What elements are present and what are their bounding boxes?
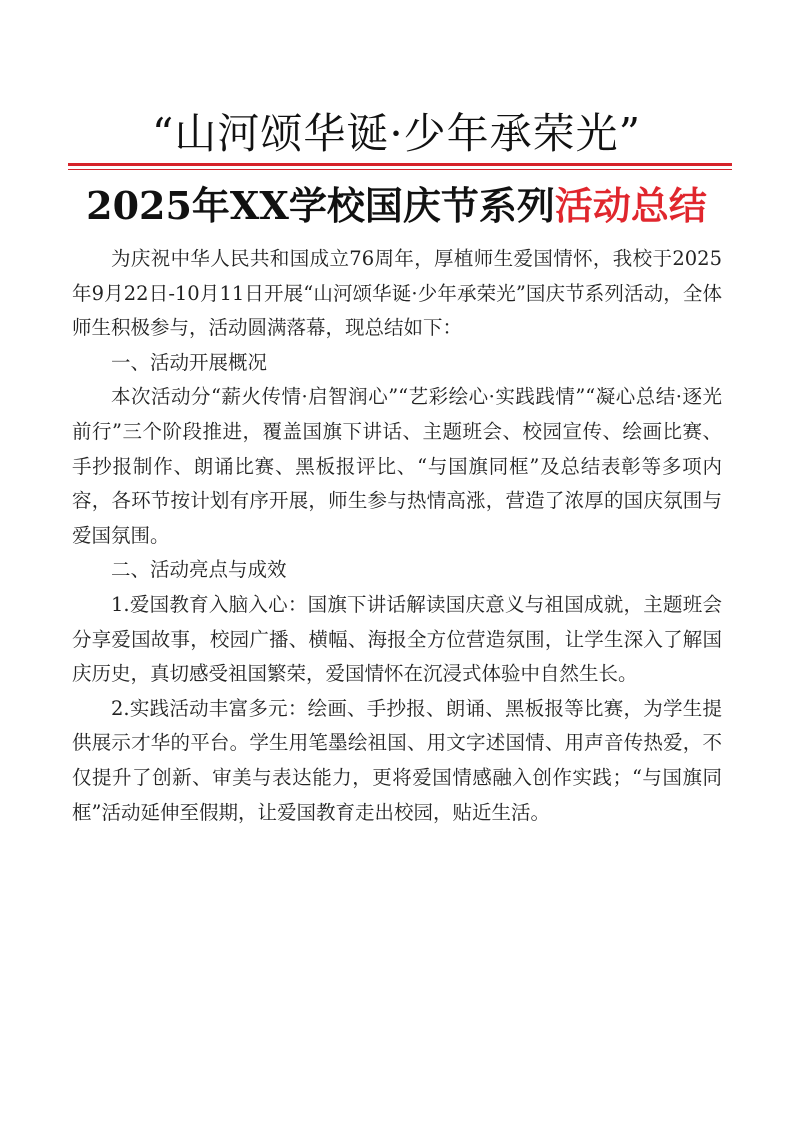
main-title: “山河颂华诞·少年承荣光” — [151, 109, 642, 158]
overview-paragraph: 本次活动分“薪火传情·启智润心”“艺彩绘心·实践践情”“凝心总结·逐光前行”三个阶段推进，覆盖国旗下讲话、主题班会、校园宣传、绘画比赛、手抄报制作、朗诵比赛、黑板报评比、“与国旗同框”及总结表彰等多项内容，各环节按计划有序开展，师生参与热情高涨，营造了浓厚的国庆氛围与爱国氛围。 — [72, 385, 722, 547]
highlight-point-2: 2.实践活动丰富多元：绘画、手抄报、朗诵、黑板报等比赛，为学生提供展示才华的平台。学生用笔墨绘祖国、用文字述国情、用声音传热爱，不仅提升了创新、审美与表达能力，更将爱国情感融入创作实践；“与国旗同框”活动延伸至假期，让爱国教育走出校园，贴近生活。 — [72, 696, 722, 824]
section-heading-highlights: 二、活动亮点与成效 — [111, 558, 287, 582]
title-divider-thin — [68, 169, 732, 170]
intro-paragraph: 为庆祝中华人民共和国成立76周年，厚植师生爱国情怀，我校于2025年9月22日-10月11日开展“山河颂华诞·少年承荣光”国庆节系列活动，全体师生积极参与，活动圆满落幕，现总结如下： — [72, 247, 722, 340]
subtitle — [0, 178, 793, 234]
document-body — [72, 242, 722, 830]
title-divider-thick — [68, 163, 732, 166]
subtitle-red-part: 活动总结 — [554, 183, 707, 228]
subtitle-black-part: 2025年XX学校国庆节系列 — [86, 183, 555, 228]
highlight-point-1: 1.爱国教育入脑入心：国旗下讲话解读国庆意义与祖国成就，主题班会分享爱国故事，校园广播、横幅、海报全方位营造氛围，让学生深入了解国庆历史，真切感受祖国繁荣，爱国情怀在沉浸式体验中自然生长。 — [72, 592, 722, 686]
section-heading-overview: 一、活动开展概况 — [111, 350, 268, 374]
